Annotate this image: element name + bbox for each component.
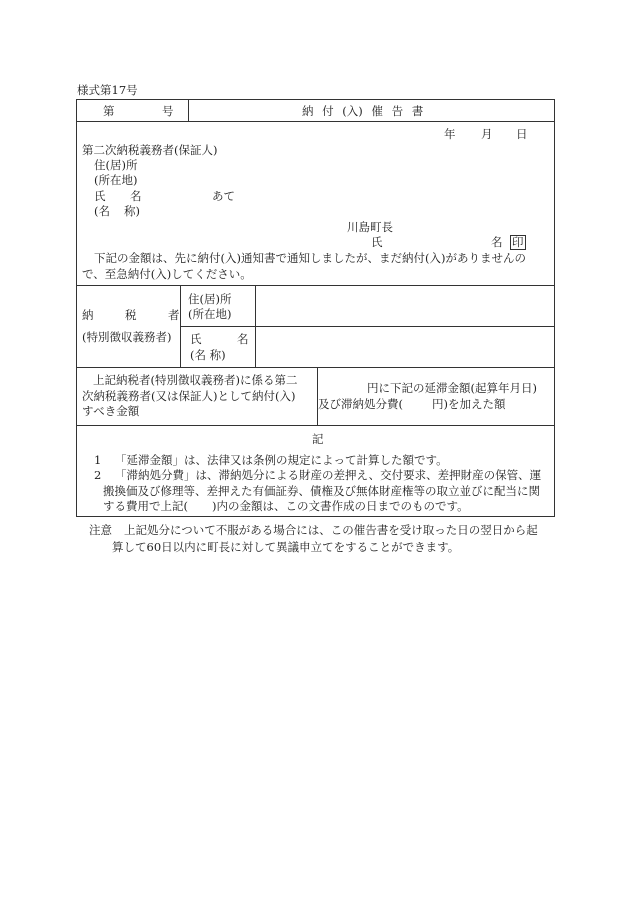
footer-line-2: 算して60日以内に町長に対して異議申立てをすることができます。 [112, 540, 460, 554]
note-2-line-2: 搬換価及び修理等、差押えた有価証券、債権及び無体財産権等の取立並びに配当に関 [103, 484, 540, 498]
note-2-line-1: 「滞納処分費」は、滞納処分による財産の差押え、交付要求、差押財産の保管、運 [115, 468, 542, 482]
seal-mark: 印 [512, 235, 524, 249]
amount-divider [76, 425, 555, 426]
sender-title: 川島町長 [347, 220, 393, 234]
seal-stamp [510, 235, 526, 250]
taxpayer-field-divider [255, 285, 256, 367]
addressee-title: 第二次納税義務者(保証人) [82, 143, 218, 157]
taxpayer-address-label: 住(居)所 [188, 292, 232, 306]
amount-value-line-1: 円に下記の延滞金額(起算年月日) [367, 381, 537, 395]
taxpayer-label-char-2: 税 [125, 308, 137, 322]
addressee-location-label: (所在地) [94, 173, 138, 187]
addressee-honorific: あて [212, 189, 235, 203]
note-2-line-3b: )内の金額は、この文書作成の日までのものです。 [212, 499, 469, 513]
date-month: 月 [481, 127, 493, 141]
taxpayer-column-divider [180, 285, 181, 367]
taxpayer-name-label: 氏 [190, 332, 202, 346]
sender-name-label: 氏 [371, 235, 383, 249]
note-2-line-3: する費用で上記( [103, 499, 188, 513]
addressee-address-label: 住(居)所 [94, 158, 138, 172]
document-title: 納 付 (入) 催 告 書 [302, 104, 424, 118]
intro-line-2: で、至急納付(入)してください。 [82, 267, 252, 281]
taxpayer-name-label-2: 名 [237, 332, 249, 346]
amount-desc-line-2: 次納税義務者(又は保証人)として納付(入) [82, 389, 296, 403]
note-1-text: 「延滞金額」は、法律又は条例の規定によって計算した額です。 [115, 453, 448, 467]
header-divider [76, 121, 555, 122]
footer-label: 注意 [89, 523, 112, 537]
addressee-name-label-2: 名 [130, 189, 142, 203]
notes-heading: 記 [312, 432, 324, 446]
footer-line-1: 上記処分について不服がある場合には、この催告書を受け取った日の翌日から起 [124, 523, 538, 537]
taxpayer-location-label: (所在地) [188, 307, 232, 321]
taxpayer-row-divider [180, 326, 555, 327]
date-day: 日 [516, 127, 528, 141]
amount-column-divider [317, 367, 318, 425]
form-number: 様式第17号 [77, 83, 138, 97]
taxpayer-sublabel: (特別徴収義務者) [82, 330, 172, 344]
taxpayer-divider [76, 367, 555, 368]
addressee-name-alt-label-2: 称) [124, 204, 140, 218]
taxpayer-name-alt-label: (名 称) [190, 348, 226, 362]
intro-divider [76, 285, 555, 286]
addressee-name-label: 氏 [94, 189, 106, 203]
intro-line-1: 下記の金額は、先に納付(入)通知書で通知しましたが、まだ納付(入)がありませんの [94, 251, 526, 265]
sender-name-label-2: 名 [491, 235, 503, 249]
number-label: 第 [103, 104, 115, 118]
taxpayer-label-char-1: 納 [82, 308, 94, 322]
note-2-number: 2 [94, 468, 102, 482]
amount-desc-line-1: 上記納税者(特別徴収義務者)に係る第二 [93, 373, 298, 387]
amount-value-line-2b: 円)を加えた額 [432, 397, 506, 411]
note-1-number: 1 [94, 453, 102, 467]
header-column-divider [188, 99, 189, 121]
addressee-name-alt-label: (名 [94, 204, 110, 218]
number-label-suffix: 号 [162, 104, 174, 118]
date-year: 年 [444, 127, 456, 141]
amount-desc-line-3: すべき金額 [82, 404, 140, 418]
amount-value-line-2: 及び滞納処分費( [318, 397, 403, 411]
taxpayer-label-char-3: 者 [168, 308, 180, 322]
